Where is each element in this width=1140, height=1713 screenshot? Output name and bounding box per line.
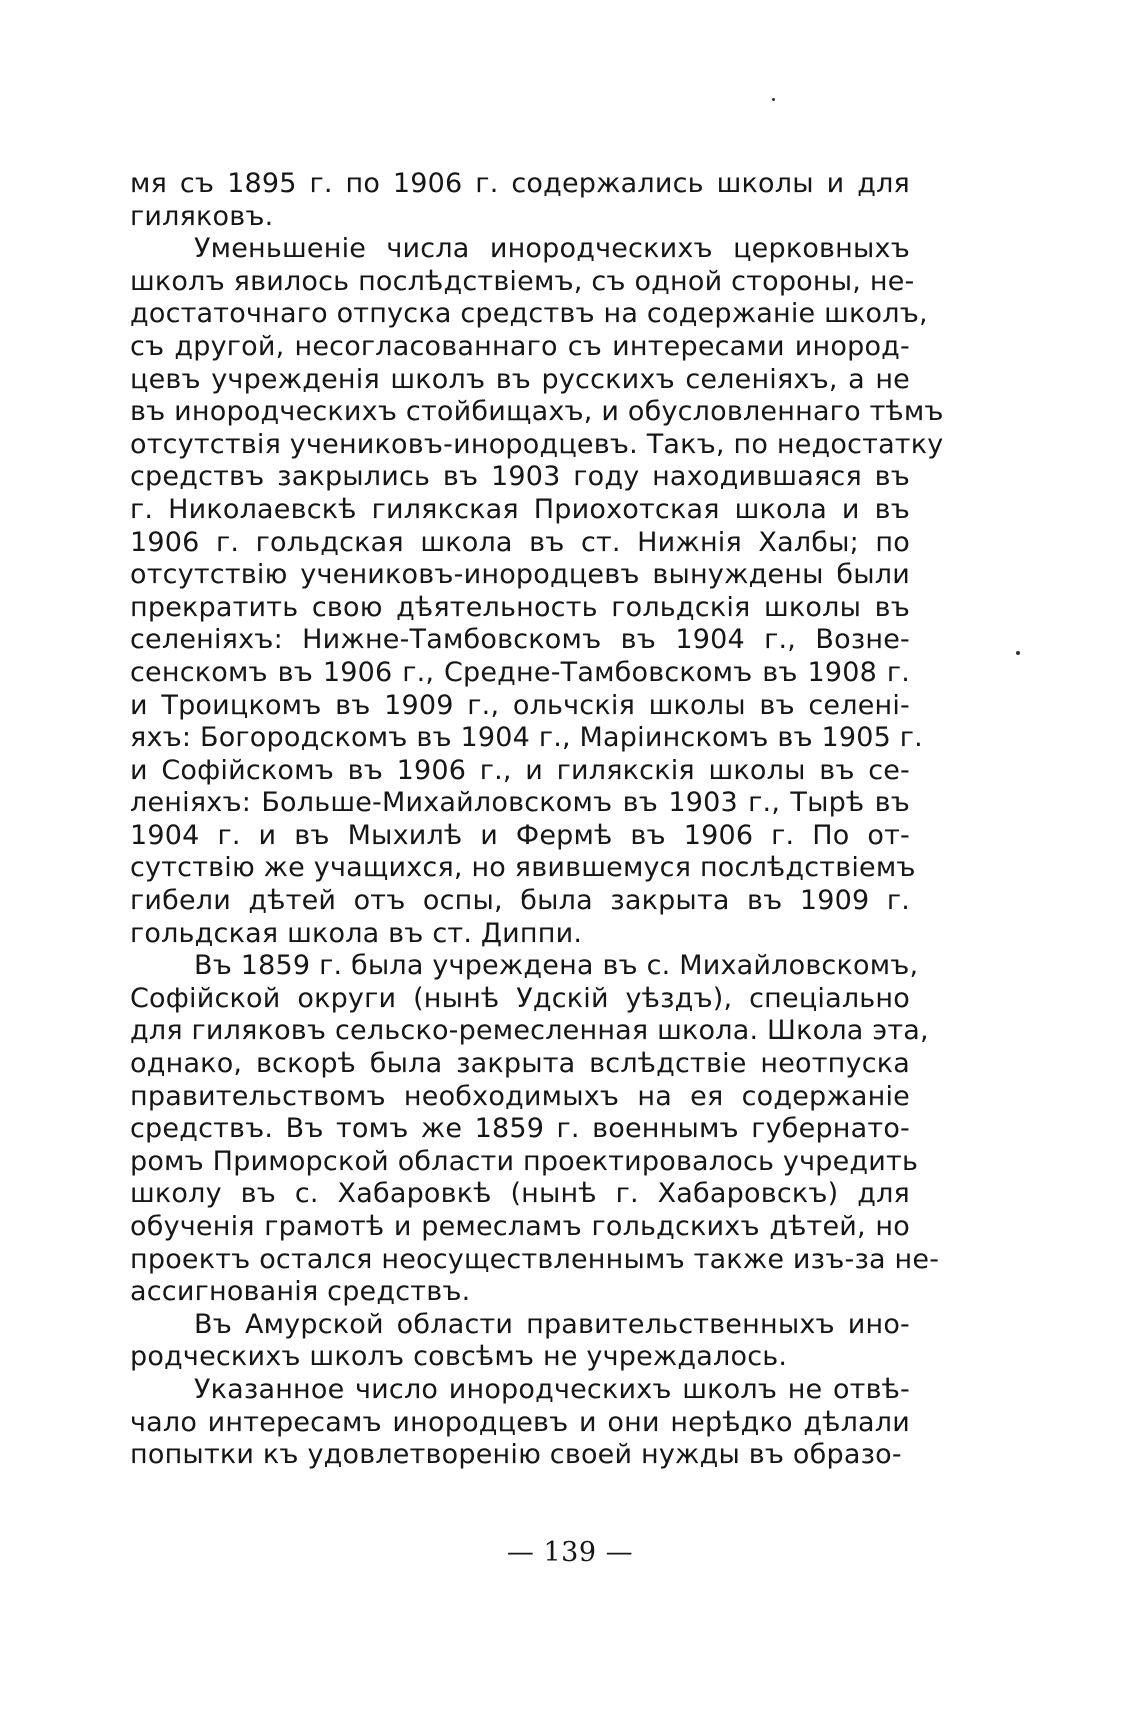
text-line: средствъ. Въ томъ же 1859 г. военнымъ губернато- [130,1113,910,1145]
text-line: Софійской округи (нынѣ Удскій уѣздъ), спеціально [130,982,910,1014]
text-line: для гиляковъ сельско-ремесленная школа. Школа эта, [130,1015,929,1047]
text-line: сутствію же учащихся, но явившемуся послѣдствіемъ [130,852,916,884]
text-line: школъ явилось послѣдствіемъ, съ одной стороны, не- [130,265,915,297]
text-line: г. Николаевскѣ гилякская Приохотская школа и въ [130,493,910,525]
text-line: и Троицкомъ въ 1909 г., ольчскія школы въ селені- [130,689,910,721]
text-line: правительствомъ необходимыхъ на ея содержаніе [130,1080,910,1112]
paragraph [130,1374,910,1472]
text-line: попытки къ удовлетворенію своей нужды въ образо- [130,1439,902,1471]
page-number: — 139 — [506,1537,634,1568]
text-line: Въ 1859 г. была учреждена въ с. Михайловскомъ, [194,950,919,982]
text-line: прекратить свою дѣятельность гольдскія школы въ [130,591,910,623]
body-text [130,168,944,1472]
text-line: Въ Амурской области правительственныхъ ино- [194,1308,910,1340]
text-line: достаточнаго отпуска средствъ на содержаніе школъ, [130,298,928,330]
text-line: однако, вскорѣ была закрыта вслѣдствіе неотпуска [130,1048,910,1080]
text-line: Указанное число инородческихъ школъ не отвѣ- [194,1373,910,1405]
paragraph [130,1309,910,1374]
text-line: ромъ Приморской области проектировалось учредить [130,1145,919,1177]
text-line: отсутствію учениковъ-инородцевъ вынуждены были [130,559,910,591]
text-line: въ инородческихъ стойбищахъ, и обусловленнаго тѣмъ [130,396,944,428]
text-line: чало интересамъ инородцевъ и они нерѣдко дѣлали [130,1406,910,1438]
paragraph [130,950,940,1309]
text-line: селеніяхъ: Нижне-Тамбовскомъ въ 1904 г., Возне- [130,624,910,656]
text-line: школу въ с. Хабаровкѣ (нынѣ г. Хабаровскъ) для [130,1178,910,1210]
text-line: родческихъ школъ совсѣмъ не учреждалось. [130,1341,788,1373]
text-line: ассигнованія средствъ. [130,1276,471,1308]
print-speck [1016,651,1020,655]
text-line: яхъ: Богородскомъ въ 1904 г., Маріинскомъ въ 1905 г. [130,722,923,754]
text-line: и Софійскомъ въ 1906 г., и гилякскія школы въ се- [130,754,910,786]
print-speck [772,98,775,101]
text-line: 1906 г. гольдская школа въ ст. Нижнія Халбы; по [130,526,910,558]
text-line: леніяхъ: Больше-Михайловскомъ въ 1903 г., Тырѣ въ [130,787,910,819]
text-line: средствъ закрылись въ 1903 году находившаяся въ [130,461,910,493]
text-line: цевъ учрежденія школъ въ русскихъ селеніяхъ, а не [130,363,910,395]
text-line: проектъ остался неосуществленнымъ также изъ-за не- [130,1243,940,1275]
text-line: 1904 г. и въ Мыхилѣ и Фермѣ въ 1906 г. По от- [130,819,910,851]
text-line: обученія грамотѣ и ремесламъ гольдскихъ дѣтей, но [130,1211,910,1242]
text-line: сенскомъ въ 1906 г., Средне-Тамбовскомъ въ 1908 г. [130,656,910,688]
paragraph [130,233,944,950]
text-line: мя съ 1895 г. по 1906 г. содержались школы и для [130,168,910,199]
text-line: съ другой, несогласованнаго съ интересами инород- [130,330,910,362]
text-line: отсутствія учениковъ-инородцевъ. Такъ, по недостатку [130,428,944,460]
text-line: гольдская школа въ ст. Диппи. [130,917,583,949]
text-line: гибели дѣтей отъ оспы, была закрыта въ 1909 г. [130,885,910,917]
text-line: гиляковъ. [130,200,274,232]
paragraph [130,168,910,233]
text-line: Уменьшеніе числа инородческихъ церковныхъ [194,233,910,265]
